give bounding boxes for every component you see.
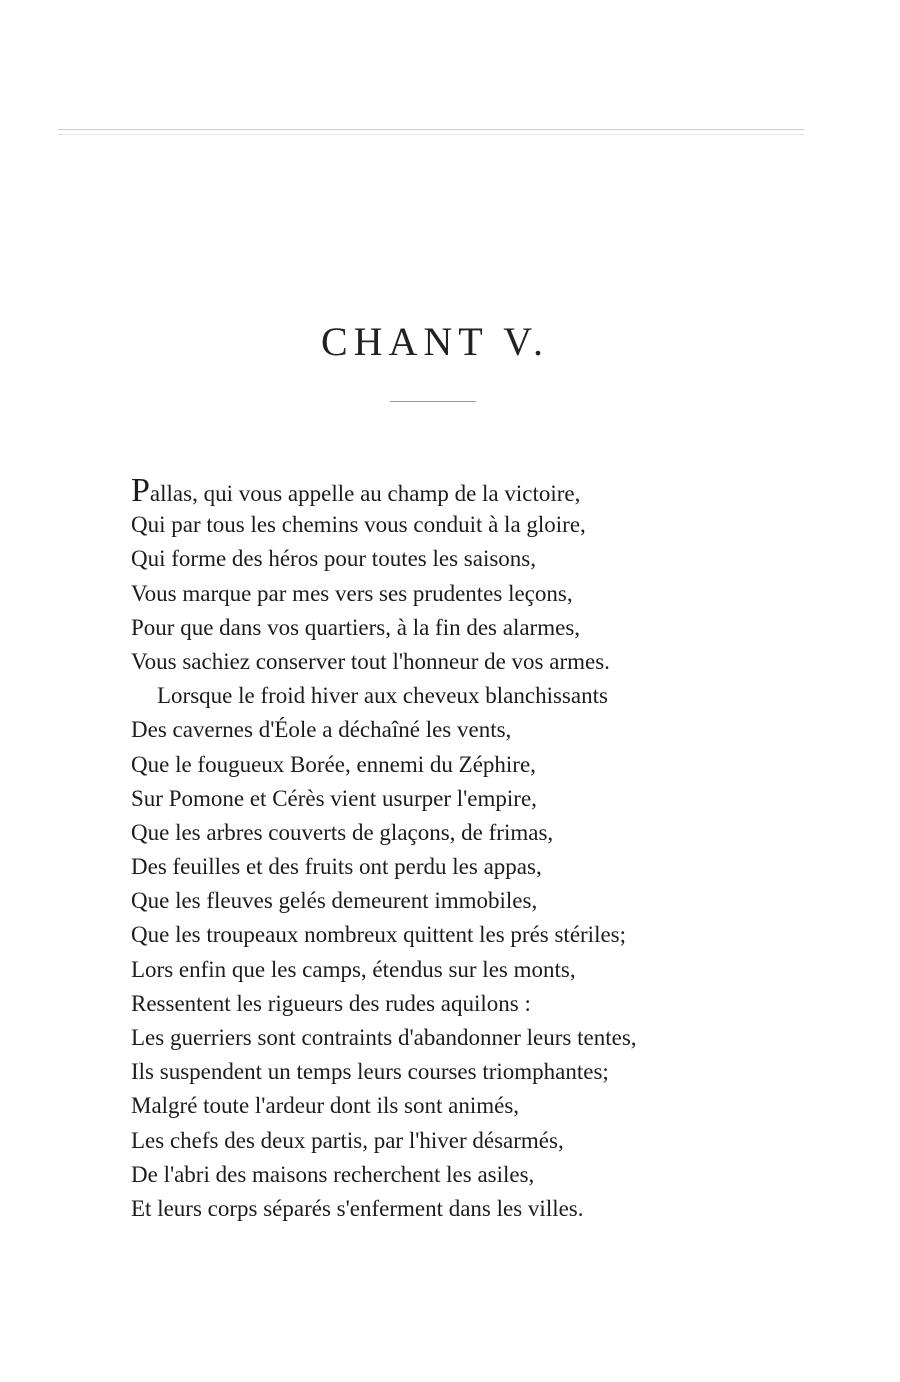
verse-line: Des cavernes d'Éole a déchaîné les vents,: [131, 717, 512, 743]
verse-line: Les chefs des deux partis, par l'hiver désarmés,: [131, 1127, 564, 1153]
verse-line: Qui par tous les chemins vous conduit à la gloire,: [131, 512, 586, 538]
poem-stanza: [131, 474, 791, 1226]
verse-line: Et leurs corps séparés s'enferment dans les villes.: [131, 1195, 584, 1221]
verse-line: Lorsque le froid hiver aux cheveux blanchissants: [157, 683, 608, 709]
initial-letter: P: [131, 472, 150, 509]
verse-line: Malgré toute l'ardeur dont ils sont animés,: [131, 1093, 520, 1119]
verse-line: Ils suspendent un temps leurs courses triomphantes;: [131, 1059, 609, 1085]
verse-line: Qui forme des héros pour toutes les saisons,: [131, 546, 536, 572]
verse-line: Que le fougueux Borée, ennemi du Zéphire,: [131, 751, 536, 777]
verse-line: [131, 474, 791, 508]
verse-line: Lors enfin que les camps, étendus sur les monts,: [131, 956, 576, 982]
verse-line: Vous sachiez conserver tout l'honneur de vos armes.: [131, 648, 610, 674]
verse-line: Pour que dans vos quartiers, à la fin des alarmes,: [131, 614, 581, 640]
verse-line: Vous marque par mes vers ses prudentes leçons,: [131, 580, 573, 606]
verse-line-text: allas, qui vous appelle au champ de la victoire,: [149, 481, 581, 506]
chapter-title: CHANT V.: [320, 319, 550, 364]
verse-line: Les guerriers sont contraints d'abandonner leurs tentes,: [131, 1025, 637, 1050]
verse-line: Que les troupeaux nombreux quittent les prés stériles;: [131, 922, 627, 948]
verse-line: Que les arbres couverts de glaçons, de frimas,: [131, 819, 554, 845]
title-divider: [390, 401, 476, 402]
verse-line: Ressentent les rigueurs des rudes aquilons :: [131, 990, 531, 1016]
header-rule: [58, 129, 804, 135]
verse-line: Sur Pomone et Cérès vient usurper l'empire,: [131, 785, 537, 811]
verse-line: Des feuilles et des fruits ont perdu les appas,: [131, 854, 542, 880]
verse-line: Que les fleuves gelés demeurent immobiles,: [131, 888, 538, 914]
verse-line: De l'abri des maisons recherchent les asiles,: [131, 1161, 535, 1187]
